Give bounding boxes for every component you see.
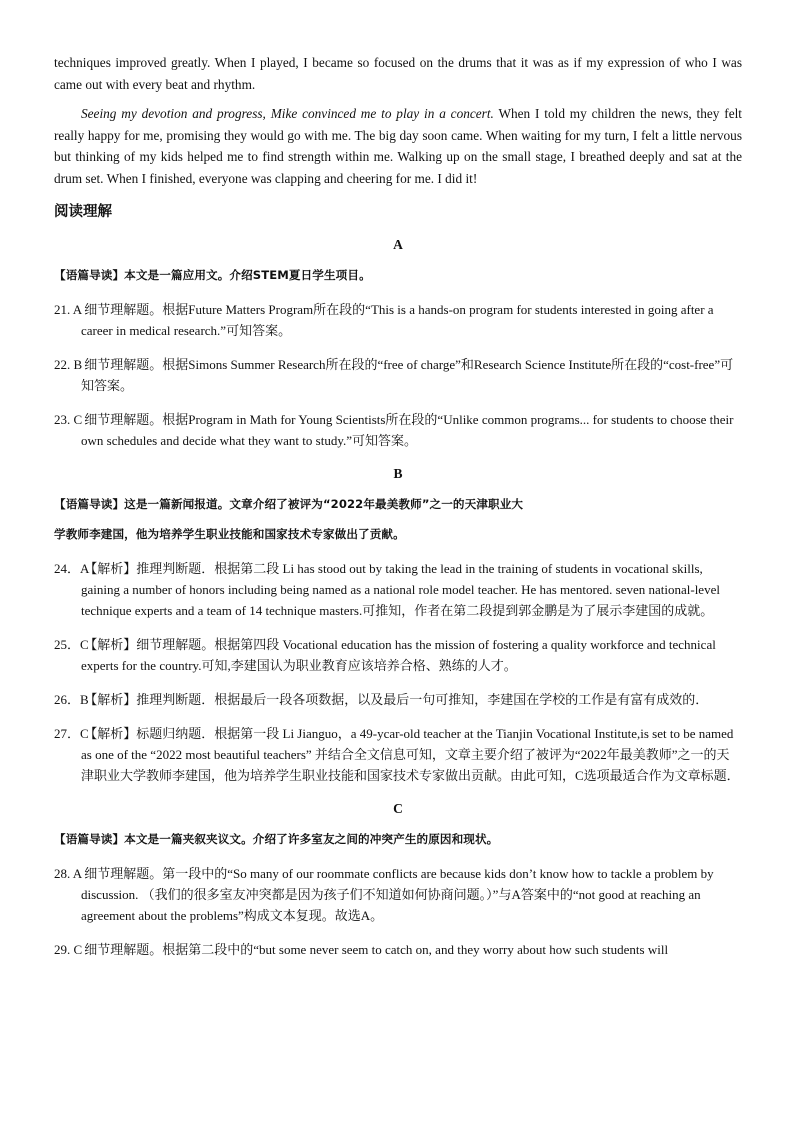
answer-item-26 — [54, 689, 742, 710]
answer-number: 27．C — [54, 726, 89, 741]
part-c-guide: 【语篇导读】本文是一篇夹叙夹议文。介绍了许多室友之间的冲突产生的原因和现状。 — [54, 832, 499, 846]
part-b-guide-line-1: 【语篇导读】这是一篇新闻报道。文章介绍了被评为“2022年最美教师”之一的天津职业大 — [54, 497, 524, 511]
answer-item-25 — [54, 634, 742, 676]
answer-item-21 — [54, 299, 742, 341]
answer-item-29 — [54, 939, 742, 960]
answer-number: 28. A — [54, 866, 83, 881]
document-page — [54, 52, 742, 973]
answer-explanation: 【解析】细节理解题。根据第四段 Vocational education has the mission of fostering a quality workforce and technical experts for the country.可知,李建国认为职业教育应该培养合格、熟练的人才。 — [81, 637, 716, 673]
part-c-letter: C — [393, 801, 403, 816]
answer-number: 23. C — [54, 412, 83, 427]
answer-explanation: 细节理解题。第一段中的“So many of our roommate conflicts are because kids don’t know how to tackle a problem by discussion. （我们的很多室友冲突都是因为孩子们不知道如何协商问题。）”与A答案中的“not good at reaching an agreement about the problems”构成文本复现。故选A。 — [81, 866, 714, 923]
answer-item-27 — [54, 723, 742, 786]
answer-number: 26．B — [54, 692, 89, 707]
answer-number: 25．C — [54, 637, 89, 652]
answer-number: 24．A — [54, 561, 90, 576]
part-b-letter: B — [393, 466, 403, 481]
section-title: 阅读理解 — [54, 204, 112, 220]
answer-item-23 — [54, 409, 742, 451]
part-b-guide-line-2: 学教师李建国，他为培养学生职业技能和国家技术专家做出了贡献。 — [54, 527, 405, 541]
answer-item-22 — [54, 354, 742, 396]
part-a-guide: 【语篇导读】本文是一篇应用文。介绍STEM夏日学生项目。 — [54, 268, 371, 282]
answer-number: 22. B — [54, 357, 83, 372]
answer-item-24 — [54, 558, 742, 621]
answer-explanation: 细节理解题。根据第二段中的“but some never seem to catch on, and they worry about how such students will — [84, 942, 669, 957]
answer-number: 29. C — [54, 942, 83, 957]
answer-item-28 — [54, 863, 742, 926]
intro-paragraph-1: techniques improved greatly. When I played, I became so focused on the drums that it was as if my expression of who I was came out with every beat and rhythm. — [54, 55, 742, 92]
answer-explanation: 【解析】推理判断题．根据最后一段各项数据，以及最后一句可推知，李建国在学校的工作是有富有成效的． — [84, 692, 709, 707]
answer-explanation: 【解析】推理判断题．根据第二段 Li has stood out by taking the lead in the training of students in vocational skills, gaining a number of honors including being named as a national role model teacher. He has mentored. seven national-level technique experts and a team of 14 technique masters.可推知，作者在第二段提到郭金鹏是为了展示李建国的成就。 — [81, 561, 720, 618]
answer-explanation: 细节理解题。根据Simons Summer Research所在段的“free of charge”和Research Science Institute所在段的“cost-free”可知答案。 — [81, 357, 734, 393]
part-a-letter: A — [393, 237, 403, 252]
intro-paragraph-2 — [54, 103, 742, 189]
answer-explanation: 【解析】标题归纳题．根据第一段 Li Jianguo，a 49-ycar-old teacher at the Tianjin Vocational Institute,is set to be named as one of the “2022 most beautiful teachers” 并结合全文信息可知，文章主要介绍了被评为“2022年最美教师”之一的天津职业大学教师李建国，他为培养学生职业技能和国家技术专家做出贡献。由此可知，C选项最适合作为文章标题． — [81, 726, 740, 783]
answer-explanation: 细节理解题。根据Program in Math for Young Scientists所在段的“Unlike common programs... for students to choose their own schedules and decide what they want to study.”可知答案。 — [81, 412, 734, 448]
intro-paragraph-2-rest: When I told my children the news, they felt really happy for me, promising they would go with me. The big day soon came. When waiting for my turn, I felt a little nervous but thinking of my kids helped me to find strength within me. Walking up on the small stage, I breathed deeply and sat at the drum set. When I finished, everyone was clapping and cheering for me. I did it! — [54, 106, 742, 186]
answer-explanation: 细节理解题。根据Future Matters Program所在段的“This is a hands-on program for students interested in going after a career in medical research.”可知答案。 — [81, 302, 714, 338]
answer-number: 21. A — [54, 302, 83, 317]
intro-paragraph-2-italic: Seeing my devotion and progress, Mike convinced me to play in a concert. — [81, 106, 494, 121]
